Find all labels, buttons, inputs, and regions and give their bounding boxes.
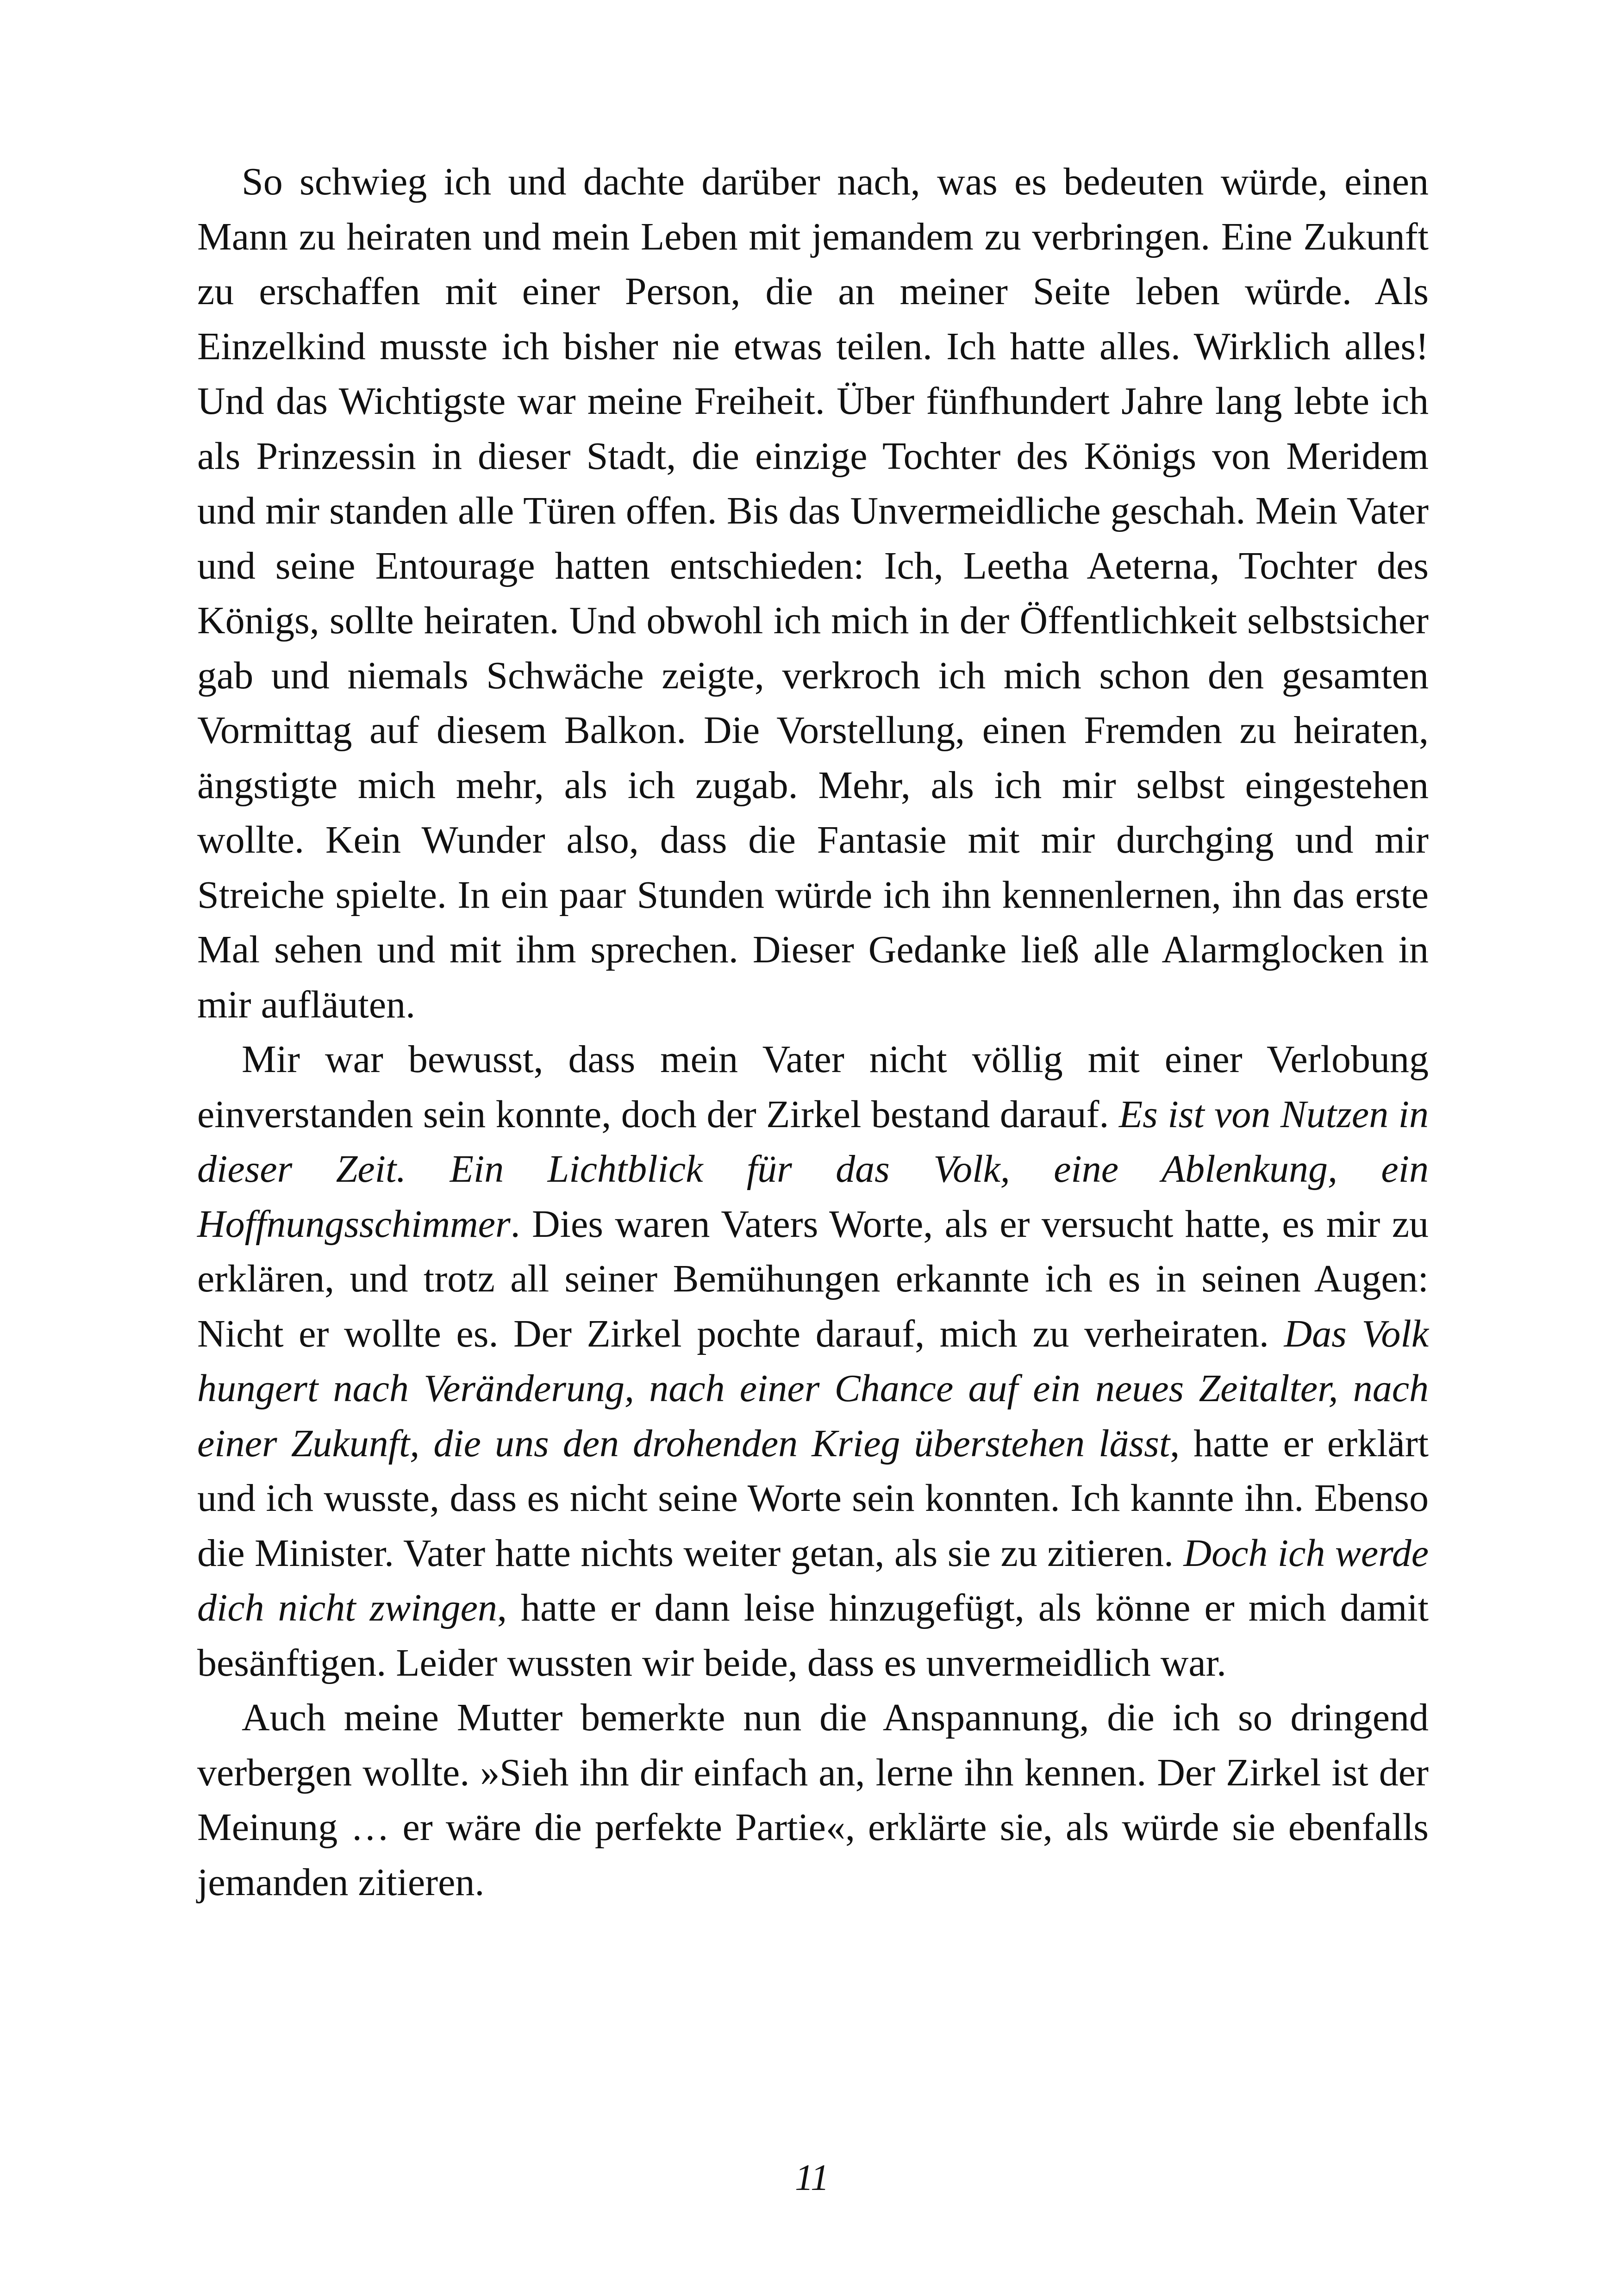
- paragraph-1-text: So schwieg ich und dachte darüber nach, was es bedeuten würde, einen Mann zu heiraten und mein Leben mit jemandem zu verbringen. Eine Zukunft zu erschaffen mit einer Person, die an meiner Seite leben würde. Als Einzelkind musste ich bisher nie etwas teilen. Ich hatte alles. Wirklich alles! Und das Wichtigste war meine Freiheit. Über fünfhundert Jahre lang lebte ich als Prinzessin in dieser Stadt, die einzige Tochter des Königs von Meridem und mir standen alle Türen offen. Bis das Unvermeidliche geschah. Mein Vater und seine Entourage hatten entschieden: Ich, Leetha Aeterna, Tochter des Königs, sollte heiraten. Und obwohl ich mich in der Öffentlichkeit selbstsicher gab und niemals Schwäche zeigte, verkroch ich mich schon den gesamten Vormittag auf diesem Balkon. Die Vorstellung, einen Fremden zu heiraten, ängstigte mich mehr, als ich zugab. Mehr, als ich mir selbst eingestehen wollte. Kein Wunder also, dass die Fantasie mit mir durchging und mir Streiche spielte. In ein paar Stunden würde ich ihn kennenlernen, ihn das erste Mal sehen und mit ihm sprechen. Dieser Gedanke ließ alle Alarmglocken in mir aufläuten.: [197, 160, 1429, 1026]
- paragraph-2-italic-quote: Das Volk hungert nach Veränderung, nach einer Chance auf ein neues Zeitalter, nach einer Zukunft, die uns den drohenden Krieg überstehen lässt: [197, 1312, 1429, 1465]
- paragraph-3-text: Auch meine Mutter bemerkte nun die Anspannung, die ich so dringend verbergen wollte. »Sieh ihn dir einfach an, lerne ihn kennen. Der Zirkel ist der Meinung … er wäre die perfekte Partie«, erklärte sie, als würde sie ebenfalls jemanden zitieren.: [197, 1696, 1429, 1904]
- paragraph-1: [197, 155, 1429, 1032]
- paragraph-3: [197, 1690, 1429, 1910]
- paragraph-2-italic-quote: Es ist von Nutzen in dieser Zeit. Ein Lichtblick für das Volk, eine Ablenkung, ein Hoffnungsschimmer: [197, 1092, 1429, 1246]
- paragraph-2-text: , hatte er erklärt und ich wusste, dass es nicht seine Worte sein konnten. Ich kannte ihn. Ebenso die Minister. Vater hatte nichts weiter getan, als sie zu zitieren.: [197, 1422, 1429, 1575]
- page-number: 11: [794, 2158, 830, 2198]
- paragraph-2-italic-quote: Doch ich werde dich nicht zwingen: [197, 1531, 1429, 1629]
- paragraph-2-text: , hatte er dann leise hinzugefügt, als könne er mich damit besänftigen. Leider wussten wir beide, dass es unvermeidlich war.: [197, 1586, 1429, 1684]
- body-text: [197, 155, 1429, 1910]
- paragraph-2-text: . Dies waren Vaters Worte, als er versucht hatte, es mir zu erklären, und trotz all seiner Bemühungen erkannte ich es in seinen Augen: Nicht er wollte es. Der Zirkel pochte darauf, mich zu verheiraten.: [197, 1202, 1429, 1355]
- paragraph-2: [197, 1032, 1429, 1690]
- paragraph-2-text: Mir war bewusst, dass mein Vater nicht völlig mit einer Verlobung einverstanden sein konnte, doch der Zirkel bestand darauf.: [197, 1038, 1429, 1136]
